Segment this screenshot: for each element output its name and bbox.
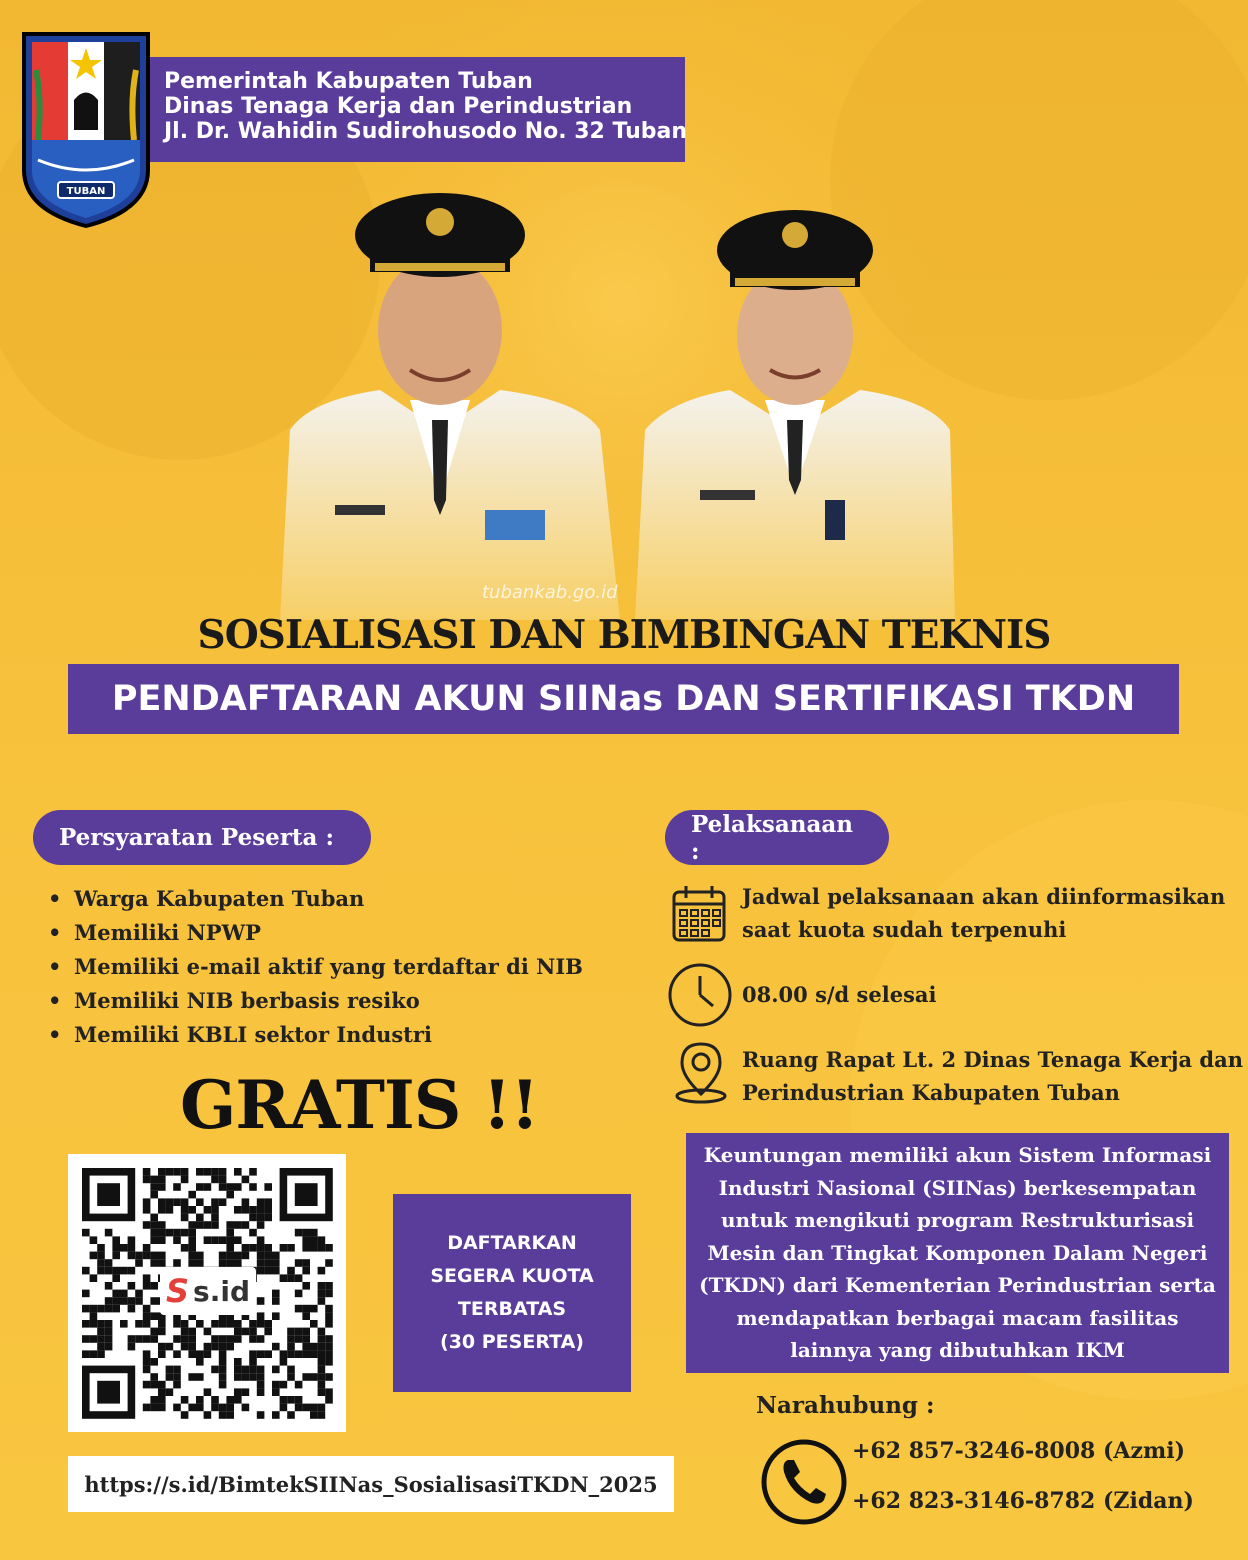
schedule-line-2: saat kuota sudah terpenuhi [742, 917, 1067, 942]
official-left [280, 193, 620, 620]
location-line-1: Ruang Rapat Lt. 2 Dinas Tenaga Kerja dan [742, 1047, 1243, 1072]
benefit-line: Industri Nasional (SIINas) berkesempatan [718, 1175, 1197, 1200]
official-right [635, 210, 955, 620]
watermark: tubankab.go.id [482, 582, 618, 603]
qr-finder-pattern [82, 1168, 135, 1221]
qr-badge [160, 1267, 256, 1315]
register-line-3: TERBATAS [457, 1298, 567, 1320]
page-subtitle: PENDAFTARAN AKUN SIINas DAN SERTIFIKASI TKDN [68, 664, 1179, 734]
location-text [742, 1043, 1243, 1109]
officials-photo [250, 170, 980, 620]
requirements-list [48, 882, 583, 1052]
contact-label: Narahubung : [756, 1392, 935, 1419]
calendar-icon [670, 884, 728, 944]
logo-text: TUBAN [66, 186, 106, 197]
location-line-2: Perindustrian Kabupaten Tuban [742, 1080, 1120, 1105]
phone-number-1[interactable]: +62 857-3246-8008 (Azmi) [852, 1438, 1186, 1464]
register-callout [393, 1194, 631, 1392]
schedule-line-1: Jadwal pelaksanaan akan diinformasikan [742, 884, 1226, 909]
header-line-3: Jl. Dr. Wahidin Sudirohusodo No. 32 Tuban [164, 119, 688, 144]
benefit-line: (TKDN) dari Kementerian Perindustrian serta [699, 1273, 1216, 1298]
benefit-line: mendapatkan berbagai macam fasilitas [736, 1305, 1179, 1330]
register-line-4: (30 PESERTA) [440, 1331, 584, 1353]
list-item: • Memiliki e-mail aktif yang terdaftar di NIB [48, 950, 583, 984]
register-line-2: SEGERA KUOTA [430, 1265, 594, 1287]
page-title: SOSIALISASI DAN BIMBINGAN TEKNIS [197, 612, 1051, 658]
header-institution-box [150, 57, 688, 162]
benefit-line: Keuntungan memiliki akun Sistem Informasi [703, 1142, 1212, 1167]
header-line-1: Pemerintah Kabupaten Tuban [164, 69, 533, 94]
free-label: GRATIS !! [180, 1066, 539, 1144]
benefit-line: Mesin dan Tingkat Komponen Dalam Negeri [707, 1240, 1208, 1265]
list-item: • Memiliki NPWP [48, 916, 583, 950]
registration-link[interactable]: https://s.id/BimtekSIINas_SosialisasiTKDN_2025 [68, 1456, 674, 1512]
tuban-regency-logo [18, 30, 154, 230]
phone-number-2[interactable]: +62 823-3146-8782 (Zidan) [852, 1488, 1194, 1514]
schedule-text [742, 880, 1225, 946]
execution-heading: Pelaksanaan : [665, 810, 889, 865]
list-item: • Memiliki NIB berbasis resiko [48, 984, 583, 1018]
register-line-1: DAFTARKAN [447, 1232, 577, 1254]
requirements-heading: Persyaratan Peserta : [33, 810, 371, 865]
benefit-line: untuk mengikuti program Restrukturisasi [720, 1208, 1195, 1233]
clock-icon [667, 962, 733, 1028]
header-line-2: Dinas Tenaga Kerja dan Perindustrian [164, 94, 633, 119]
benefit-line: lainnya yang dibutuhkan IKM [790, 1338, 1125, 1363]
location-pin-icon [672, 1040, 730, 1104]
qr-finder-pattern [82, 1366, 135, 1419]
qr-badge-label: s.id [193, 1274, 250, 1308]
list-item: • Memiliki KBLI sektor Industri [48, 1018, 583, 1052]
sid-logo-icon: S [166, 1272, 190, 1310]
time-text: 08.00 s/d selesai [742, 982, 937, 1007]
benefit-box [686, 1133, 1229, 1373]
phone-icon [760, 1438, 848, 1526]
list-item: • Warga Kabupaten Tuban [48, 882, 583, 916]
qr-finder-pattern [280, 1168, 333, 1221]
